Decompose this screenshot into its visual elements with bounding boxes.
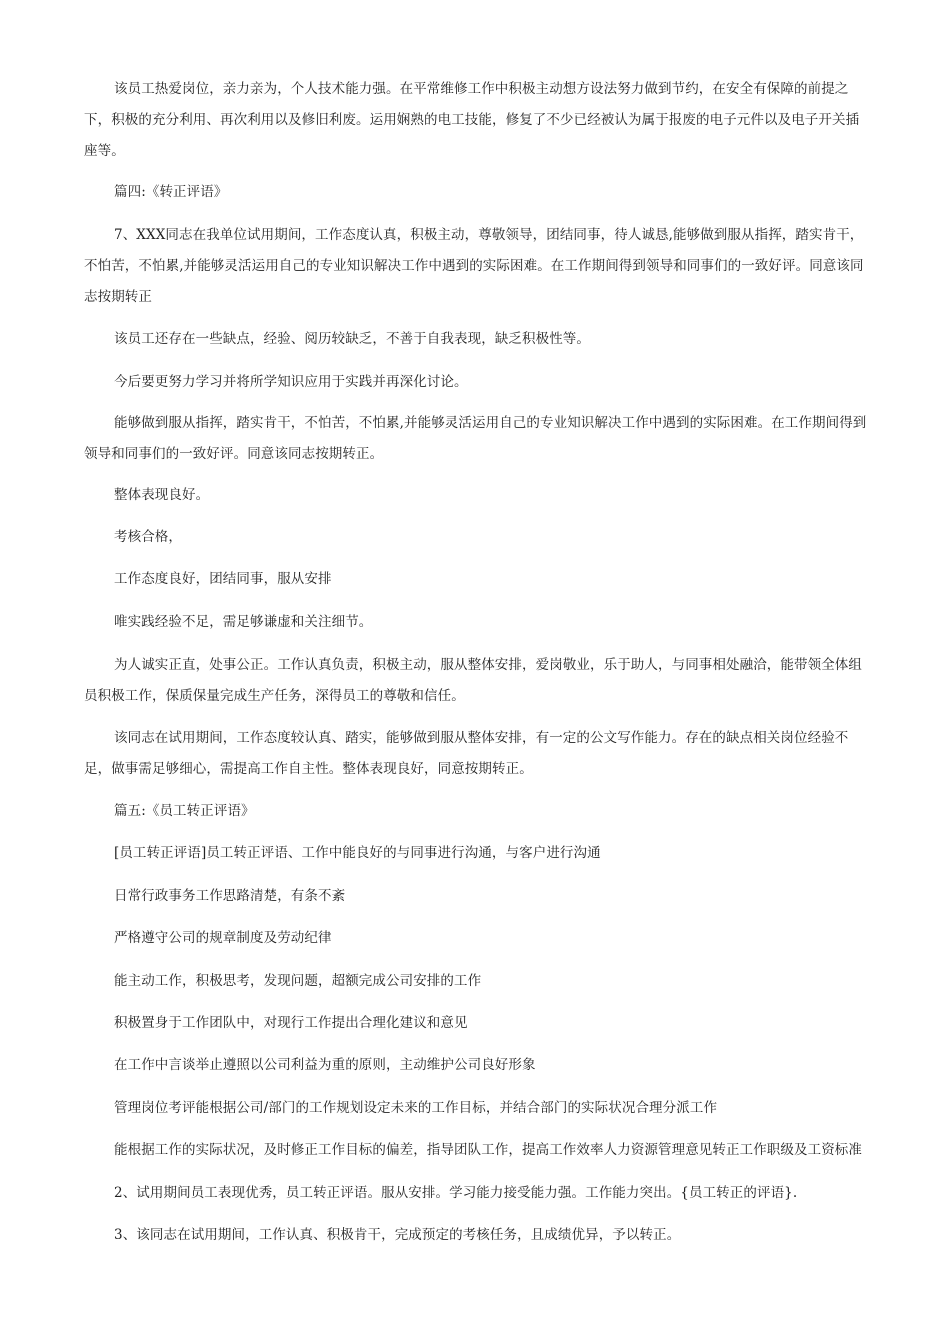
paragraph-lack-experience: 唯实践经验不足，需足够谦虚和关注细节。 [114,614,373,630]
paragraph-rules-discipline: 严格遵守公司的规章制度及劳动纪律 [114,930,332,946]
paragraph-company-image: 在工作中言谈举止遵照以公司利益为重的原则，主动维护公司良好形象 [114,1057,536,1073]
paragraph-proactive-work: 能主动工作，积极思考，发现问题，超额完成公司安排的工作 [114,973,482,989]
paragraph-employee-praise: 该员工热爱岗位，亲力亲为，个人技术能力强。在平常维修工作中积极主动想方设法努力做到节约，在安全有保障的前提之下，积极的充分利用、再次利用以及修旧利废。运用娴熟的电工技能，修复了不少已经被认为属于报废的电子元件以及电子开关插座等。 [84,81,860,159]
paragraph-honest-fair: 为人诚实正直，处事公正。工作认真负责，积极主动，服从整体安排，爱岗敬业，乐于助人，与同事相处融洽，能带领全体组员积极工作，保质保量完成生产任务，深得员工的尊敬和信任。 [84,657,862,704]
paragraph-management-goals: 管理岗位考评能根据公司/部门的工作规划设定未来的工作目标，并结合部门的实际状况合理分派工作 [114,1100,718,1116]
section-heading-part-five: 篇五:《员工转正评语》 [114,803,255,819]
paragraph-assessment-passed: 考核合格， [114,529,182,545]
paragraph-good-attitude: 工作态度良好，团结同事，服从安排 [114,571,332,587]
paragraph-item-7: 7、XXX同志在我单位试用期间，工作态度认真，积极主动，尊敬领导，团结同事，待人诚恳,能够做到服从指挥，踏实肯干，不怕苦，不怕累,并能够灵活运用自己的专业知识解决工作中遇到的实际困难。在工作期间得到领导和同事们的一致好评。同意该同志按期转正 [84,227,864,305]
paragraph-admin-work: 日常行政事务工作思路清楚，有条不紊 [114,888,346,904]
paragraph-item-3: 3、该同志在试用期间，工作认真、积极肯干，完成预定的考核任务，且成绩优异，予以转正。 [114,1227,681,1243]
paragraph-shortcomings: 该员工还存在一些缺点，经验、阅历较缺乏，不善于自我表现，缺乏积极性等。 [114,331,590,347]
paragraph-overall-good: 整体表现良好。 [114,487,210,503]
paragraph-obey-command: 能够做到服从指挥，踏实肯干，不怕苦，不怕累,并能够灵活运用自己的专业知识解决工作中遇到的实际困难。在工作期间得到领导和同事们的一致好评。同意该同志按期转正。 [84,415,867,462]
paragraph-team-suggestions: 积极置身于工作团队中，对现行工作提出合理化建议和意见 [114,1015,468,1031]
paragraph-future-study: 今后要更努力学习并将所学知识应用于实践并再深化讨论。 [114,374,468,390]
paragraph-communication: [员工转正评语]员工转正评语、工作中能良好的与同事进行沟通，与客户进行沟通 [114,845,601,861]
section-heading-part-four: 篇四:《转正评语》 [114,184,228,200]
paragraph-probation-attitude: 该同志在试用期间，工作态度较认真、踏实，能够做到服从整体安排，有一定的公文写作能力。存在的缺点相关岗位经验不足，做事需足够细心，需提高工作自主性。整体表现良好，同意按期转正。 [84,730,849,777]
paragraph-adjust-goals: 能根据工作的实际状况，及时修正工作目标的偏差，指导团队工作，提高工作效率人力资源管理意见转正工作职级及工资标准 [114,1142,862,1158]
paragraph-item-2: 2、试用期间员工表现优秀，员工转正评语。服从安排。学习能力接受能力强。工作能力突出。{员工转正的评语}. [114,1185,798,1201]
